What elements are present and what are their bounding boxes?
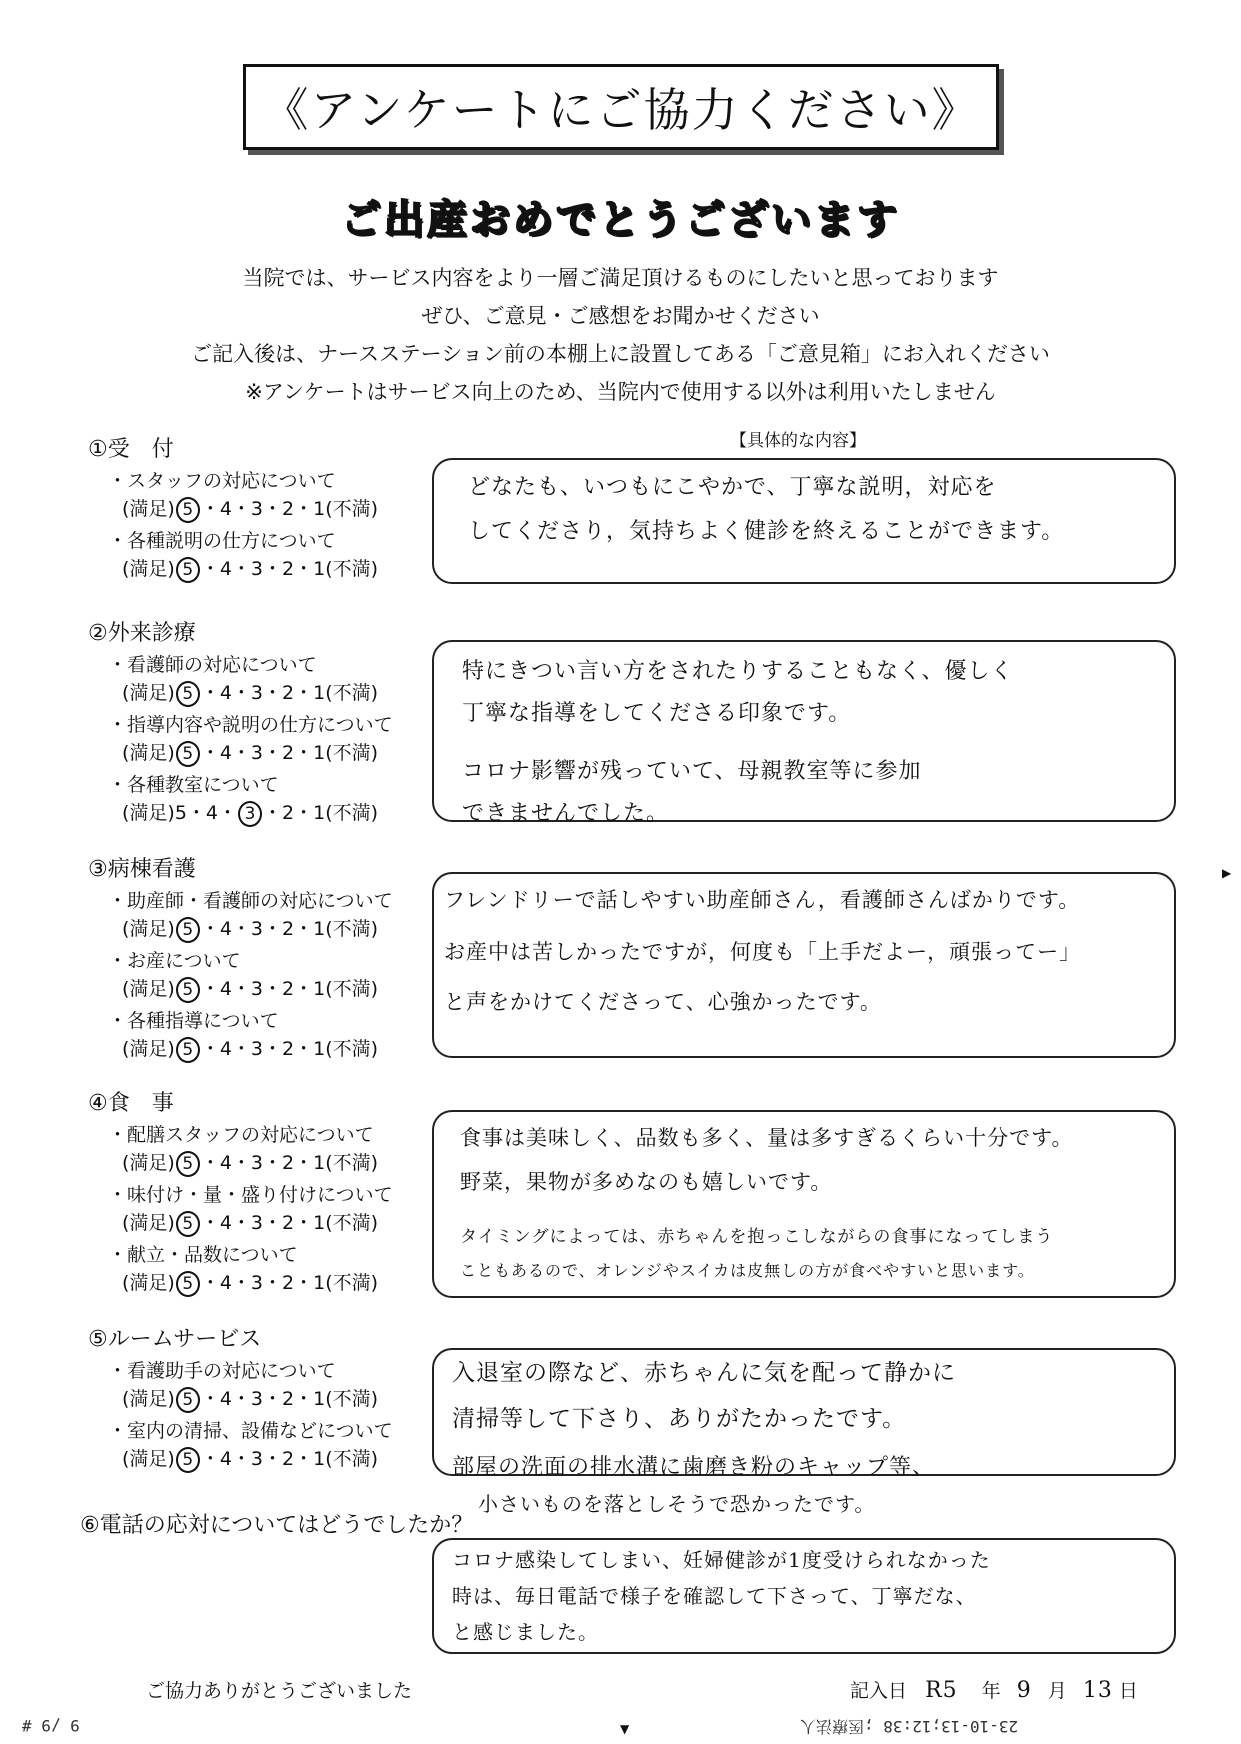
entry-month: 9 [1016,1678,1032,1703]
fax-page-number: 9 /9 # [22,1716,80,1735]
question-label: ・各種説明の仕方について [108,530,336,552]
intro-line-1: 当院では、サービス内容をより一層ご満足頂けるものにしたいと思っております [242,266,999,290]
thank-you-note: ご協力ありがとうございました [146,1680,413,1702]
intro-line-3: ご記入後は、ナースステーション前の本棚上に設置してある「ご意見箱」にお入れください [191,342,1050,366]
rating-scale[interactable]: (満足) 5 ・4・3・2・1(不満) [122,494,378,523]
question-label: ・助産師・看護師の対応について [108,890,393,912]
question-label: ・味付け・量・盛り付けについて [108,1184,393,1206]
intro-line-4: ※アンケートはサービス向上のため、当院内で使用する以外は利用いたしません [245,380,996,404]
section-heading-ward-nursing: ③病棟看護 [88,857,196,882]
selected-rating-circle: 5 [176,1387,200,1413]
comment-line: と感じました。 [452,1620,599,1644]
selected-rating-circle: 5 [176,917,200,943]
comment-line: 部屋の洗面の排水溝に歯磨き粉のキャップ等、 [452,1455,936,1480]
comment-line: 野菜，果物が多めなのも嬉しいです。 [460,1170,833,1194]
selected-rating-circle: 5 [176,1151,200,1177]
comment-line: 食事は美味しく、品数も多く、量は多すぎるくらい十分です。 [460,1126,1074,1150]
question-label: ・スタッフの対応について [108,470,336,492]
rating-scale[interactable]: (満足) 5 ・4・3・2・1(不満) [122,914,378,943]
selected-rating-circle: 5 [176,977,200,1003]
comment-line: してくださり，気持ちよく健診を終えることができます。 [468,519,1065,544]
question-label: ・各種指導について [108,1010,279,1032]
selected-rating-circle: 5 [176,557,200,583]
section-heading-phone: ⑥電話の応対についてはどうでしたか？ [80,1513,474,1538]
comment-line: と声をかけてくださって、心強かったです。 [444,990,882,1014]
question-label: ・お産について [108,950,241,972]
question-label: ・看護師の対応について [108,654,317,676]
question-label: ・各種教室について [108,774,279,796]
rating-scale[interactable]: (満足) 5 ・4・3・2・1(不満) [122,1384,378,1413]
question-label: ・看護助手の対応について [108,1360,336,1382]
question-label: ・献立・品数について [108,1244,298,1266]
comment-line: お産中は苦しかったですが，何度も「上手だよー，頑張ってー」 [444,940,1082,964]
rating-scale[interactable]: (満足) 5 ・4・3・2・1(不満) [122,554,378,583]
comment-line: 清掃等して下さり、ありがたかったです。 [452,1406,907,1432]
rating-scale[interactable]: (満足) 5 ・4・3・2・1(不満) [122,1208,378,1237]
selected-rating-circle: 5 [176,681,200,707]
comment-line: 特にきつい言い方をされたりすることもなく、優しく [462,659,1014,684]
selected-rating-circle: 5 [176,497,200,523]
arrow-down-icon: ▼ [620,1722,630,1736]
rating-scale[interactable]: (満足) 5 ・4・3・2・1(不満) [122,678,378,707]
entry-year: R5 [925,1678,958,1703]
question-label: ・指導内容や説明の仕方について [108,714,393,736]
entry-date: 記入日 R5 年 9 月 13 日 [850,1678,1138,1703]
rating-scale[interactable]: (満足) 5 ・4・3・2・1(不満) [122,1444,378,1473]
comment-line: タイミングによっては、赤ちゃんを抱っこしながらの食事になってしまう [460,1227,1054,1247]
selected-rating-circle: 5 [176,1211,200,1237]
rating-scale[interactable]: (満足) 5 ・4・3・2・1(不満) [122,738,378,767]
intro-line-2: ぜひ、ご意見・ご感想をお聞かせください [421,304,820,328]
fax-timestamp: 23-10-13;12:38 ;医療法人 [800,1717,1019,1736]
rating-scale[interactable]: (満足)5・4・ 3 ・2・1(不満) [122,798,378,827]
comment-line: どなたも、いつもにこやかで、丁寧な説明，対応を [468,475,997,500]
selected-rating-circle: 3 [238,801,262,827]
comment-line: こともあるので、オレンジやスイカは皮無しの方が食べやすいと思います。 [460,1261,1035,1280]
comment-line: 入退室の際など、赤ちゃんに気を配って静かに [452,1360,956,1386]
section-heading-outpatient: ②外来診療 [88,621,196,646]
selected-rating-circle: 5 [176,741,200,767]
section-heading-room-service: ⑤ルームサービス [88,1327,262,1352]
entry-date-label: 記入日 [850,1680,908,1702]
rating-scale[interactable]: (満足) 5 ・4・3・2・1(不満) [122,1268,378,1297]
rating-scale[interactable]: (満足) 5 ・4・3・2・1(不満) [122,974,378,1003]
comment-line: 小さいものを落としそうで恐かったです。 [478,1492,876,1516]
comment-line: 丁寧な指導をしてくださる印象です。 [462,701,852,726]
section-heading-meals: ④食 事 [88,1091,174,1116]
comment-line: フレンドリーで話しやすい助産師さん，看護師さんばかりです。 [444,888,1081,912]
comment-line: 時は、毎日電話で様子を確認して下さって、丁寧だな、 [452,1584,977,1608]
comment-line: コロナ影響が残っていて、母親教室等に参加 [462,759,922,784]
rating-scale[interactable]: (満足) 5 ・4・3・2・1(不満) [122,1034,378,1063]
congratulations-heading: ご出産おめでとうございます [341,197,900,243]
specific-content-heading: 【具体的な内容】 [730,431,866,451]
question-label: ・室内の清掃、設備などについて [108,1420,393,1442]
question-label: ・配膳スタッフの対応について [108,1124,374,1146]
rating-scale[interactable]: (満足) 5 ・4・3・2・1(不満) [122,1148,378,1177]
entry-day: 13 [1082,1678,1113,1703]
survey-title: 《アンケートにご協力ください》 [243,64,999,150]
selected-rating-circle: 5 [176,1447,200,1473]
comment-line: コロナ感染してしまい、妊婦健診が1度受けられなかった [452,1548,991,1572]
selected-rating-circle: 5 [176,1037,200,1063]
comment-line: できませんでした。 [462,801,670,826]
arrow-right-icon: ▶ [1222,866,1232,880]
selected-rating-circle: 5 [176,1271,200,1297]
section-heading-reception: ①受 付 [88,437,174,462]
